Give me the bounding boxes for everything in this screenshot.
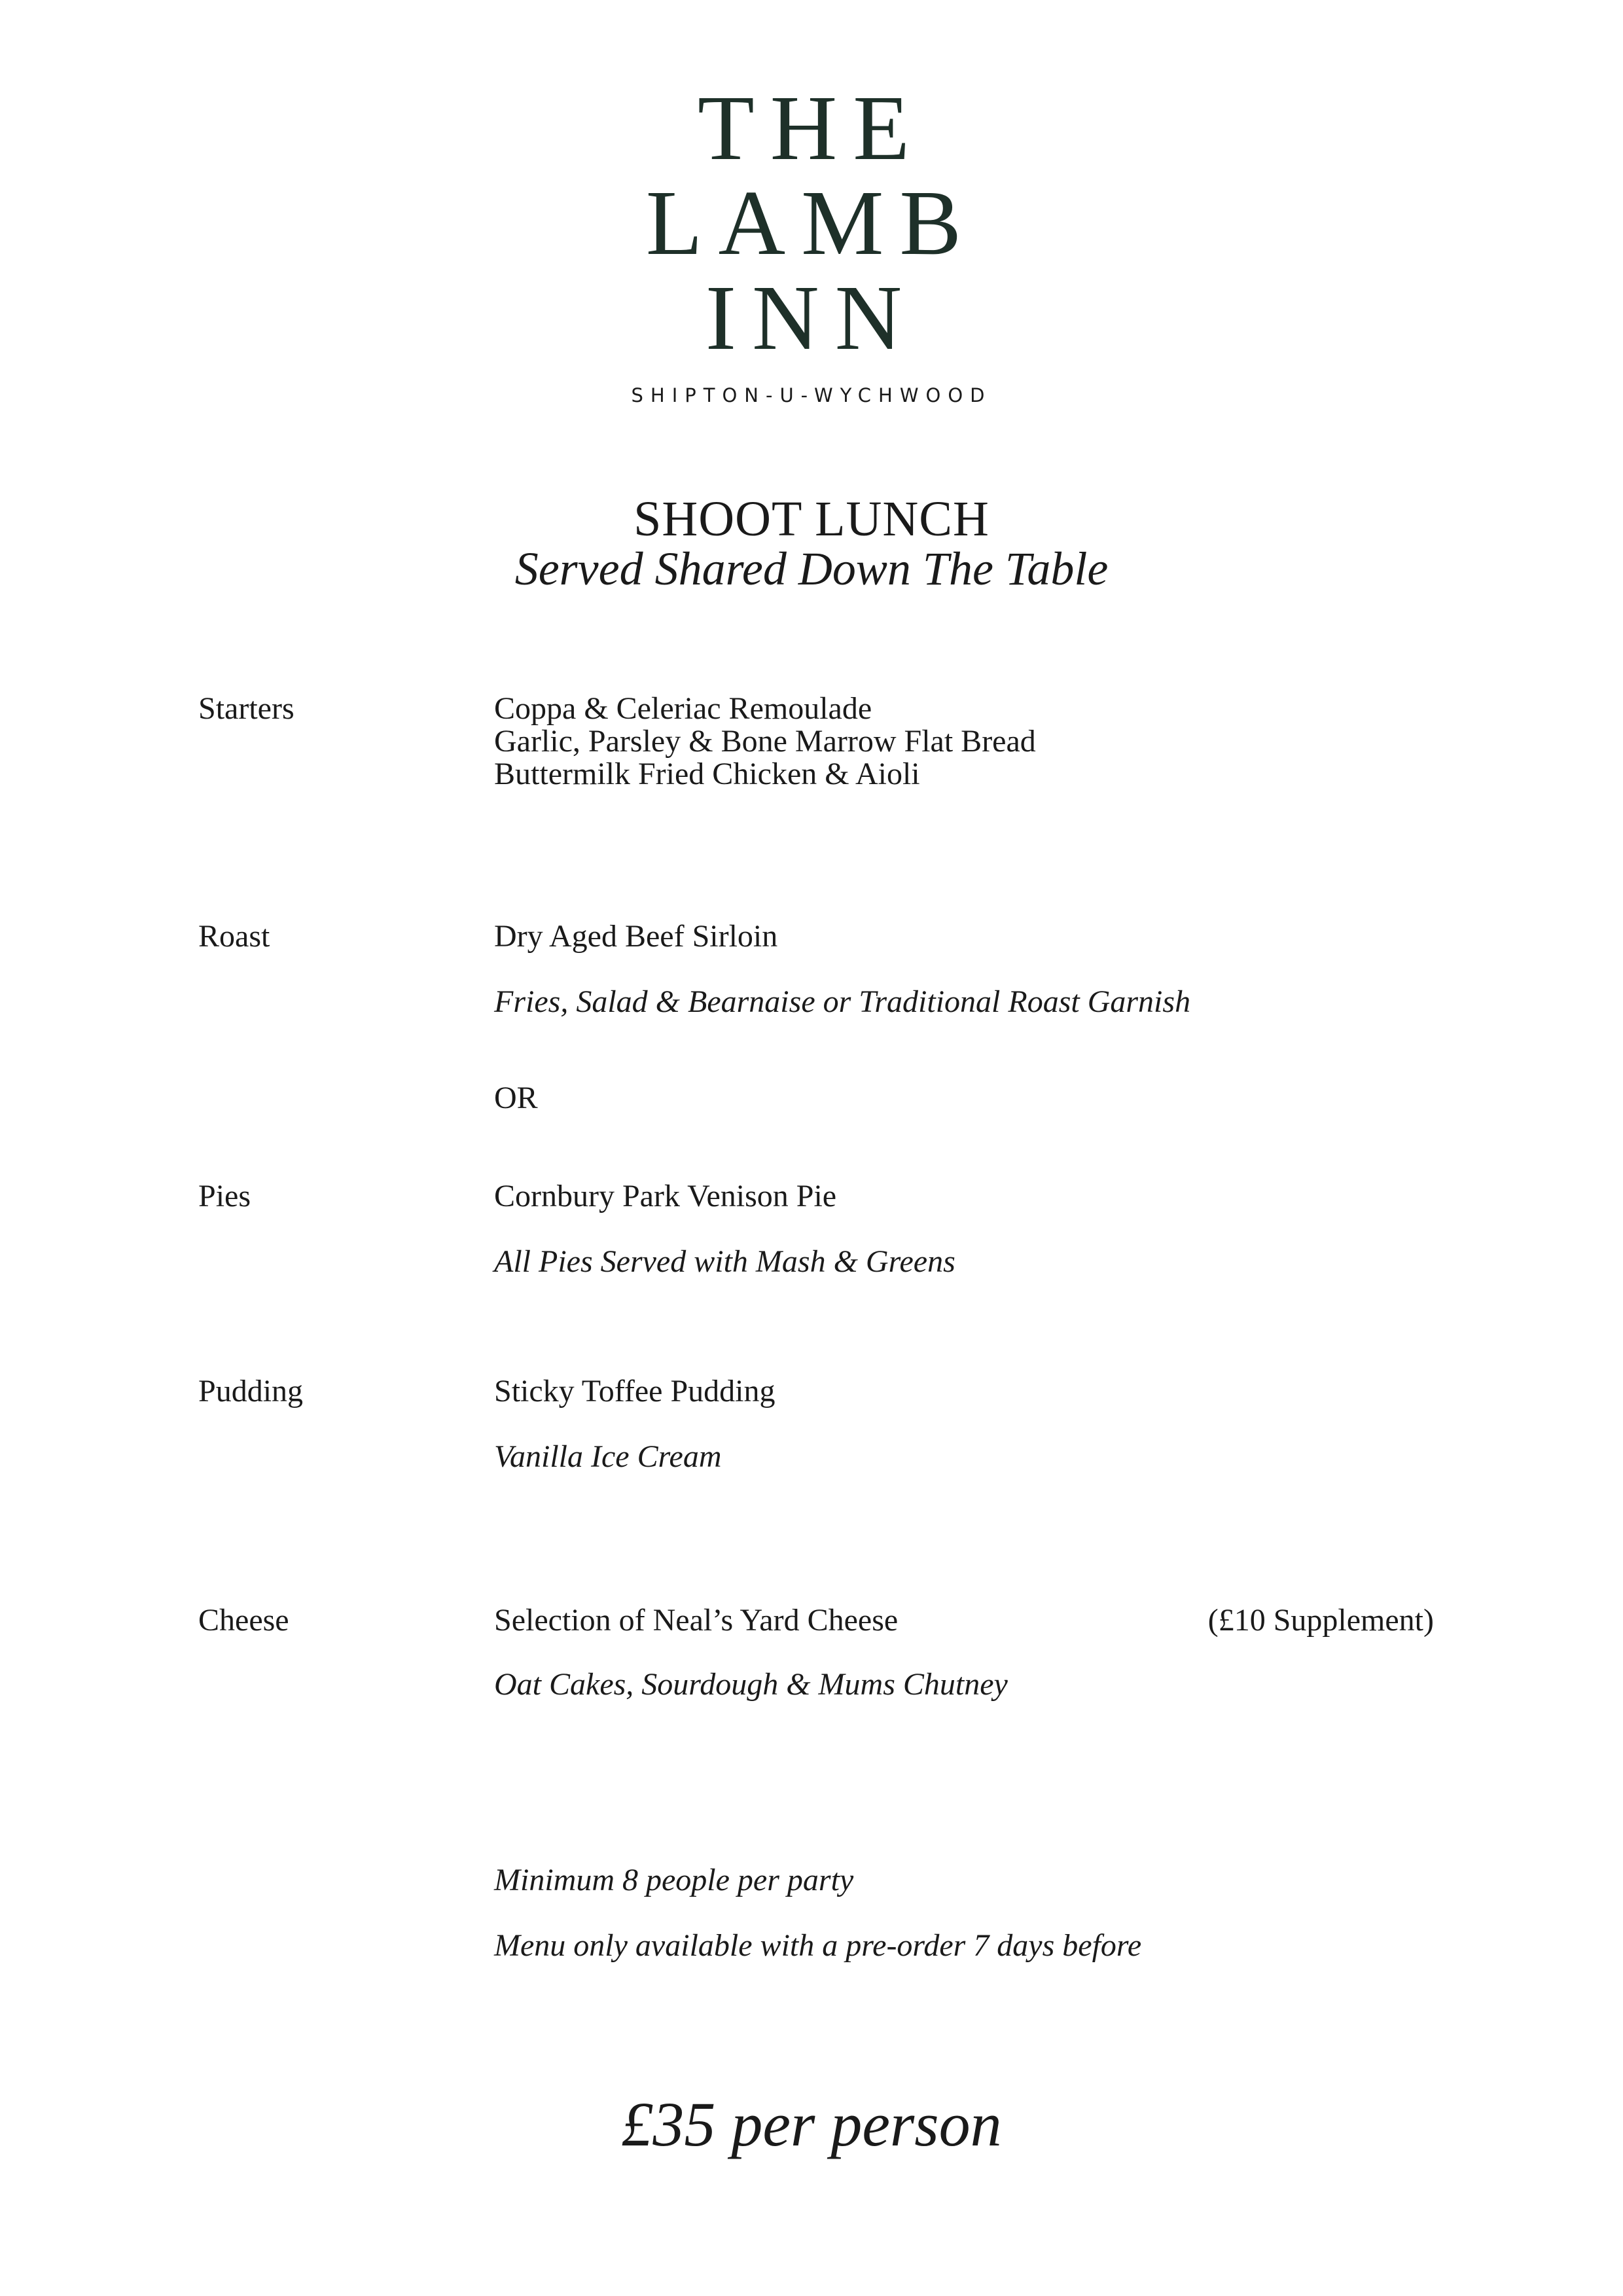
logo-line-the: THE <box>697 76 926 179</box>
cheese-item: Selection of Neal’s Yard Cheese <box>494 1603 899 1638</box>
cheese-description: Oat Cakes, Sourdough & Mums Chutney <box>494 1667 1008 1702</box>
starter-item: Garlic, Parsley & Bone Marrow Flat Bread <box>494 724 1036 759</box>
note-minimum: Minimum 8 people per party <box>494 1863 854 1897</box>
menu-title: SHOOT LUNCH <box>633 492 990 547</box>
location-subtitle: SHIPTON-U-WYCHWOOD <box>631 384 992 406</box>
section-label-roast: Roast <box>198 919 270 954</box>
or-separator: OR <box>494 1081 538 1115</box>
logo-line-inn: INN <box>705 266 918 369</box>
section-label-pudding: Pudding <box>198 1374 304 1408</box>
price-per-person: £35 per person <box>621 2089 1002 2159</box>
logo-line-lamb: LAMB <box>645 171 978 274</box>
pies-item: Cornbury Park Venison Pie <box>494 1179 837 1213</box>
note-preorder: Menu only available with a pre-order 7 days before <box>494 1928 1142 1963</box>
starter-item: Coppa & Celeriac Remoulade <box>494 691 872 726</box>
section-label-pies: Pies <box>198 1179 251 1213</box>
menu-subtitle: Served Shared Down The Table <box>514 543 1109 595</box>
section-label-cheese: Cheese <box>198 1603 289 1638</box>
roast-item: Dry Aged Beef Sirloin <box>494 919 778 954</box>
section-label-starters: Starters <box>198 691 294 726</box>
pies-description: All Pies Served with Mash & Greens <box>494 1244 955 1279</box>
cheese-supplement: (£10 Supplement) <box>1207 1603 1434 1638</box>
starter-item: Buttermilk Fried Chicken & Aioli <box>494 757 920 791</box>
pudding-description: Vanilla Ice Cream <box>494 1439 722 1474</box>
roast-description: Fries, Salad & Bearnaise or Traditional Roast Garnish <box>494 984 1191 1019</box>
pudding-item: Sticky Toffee Pudding <box>494 1374 776 1408</box>
